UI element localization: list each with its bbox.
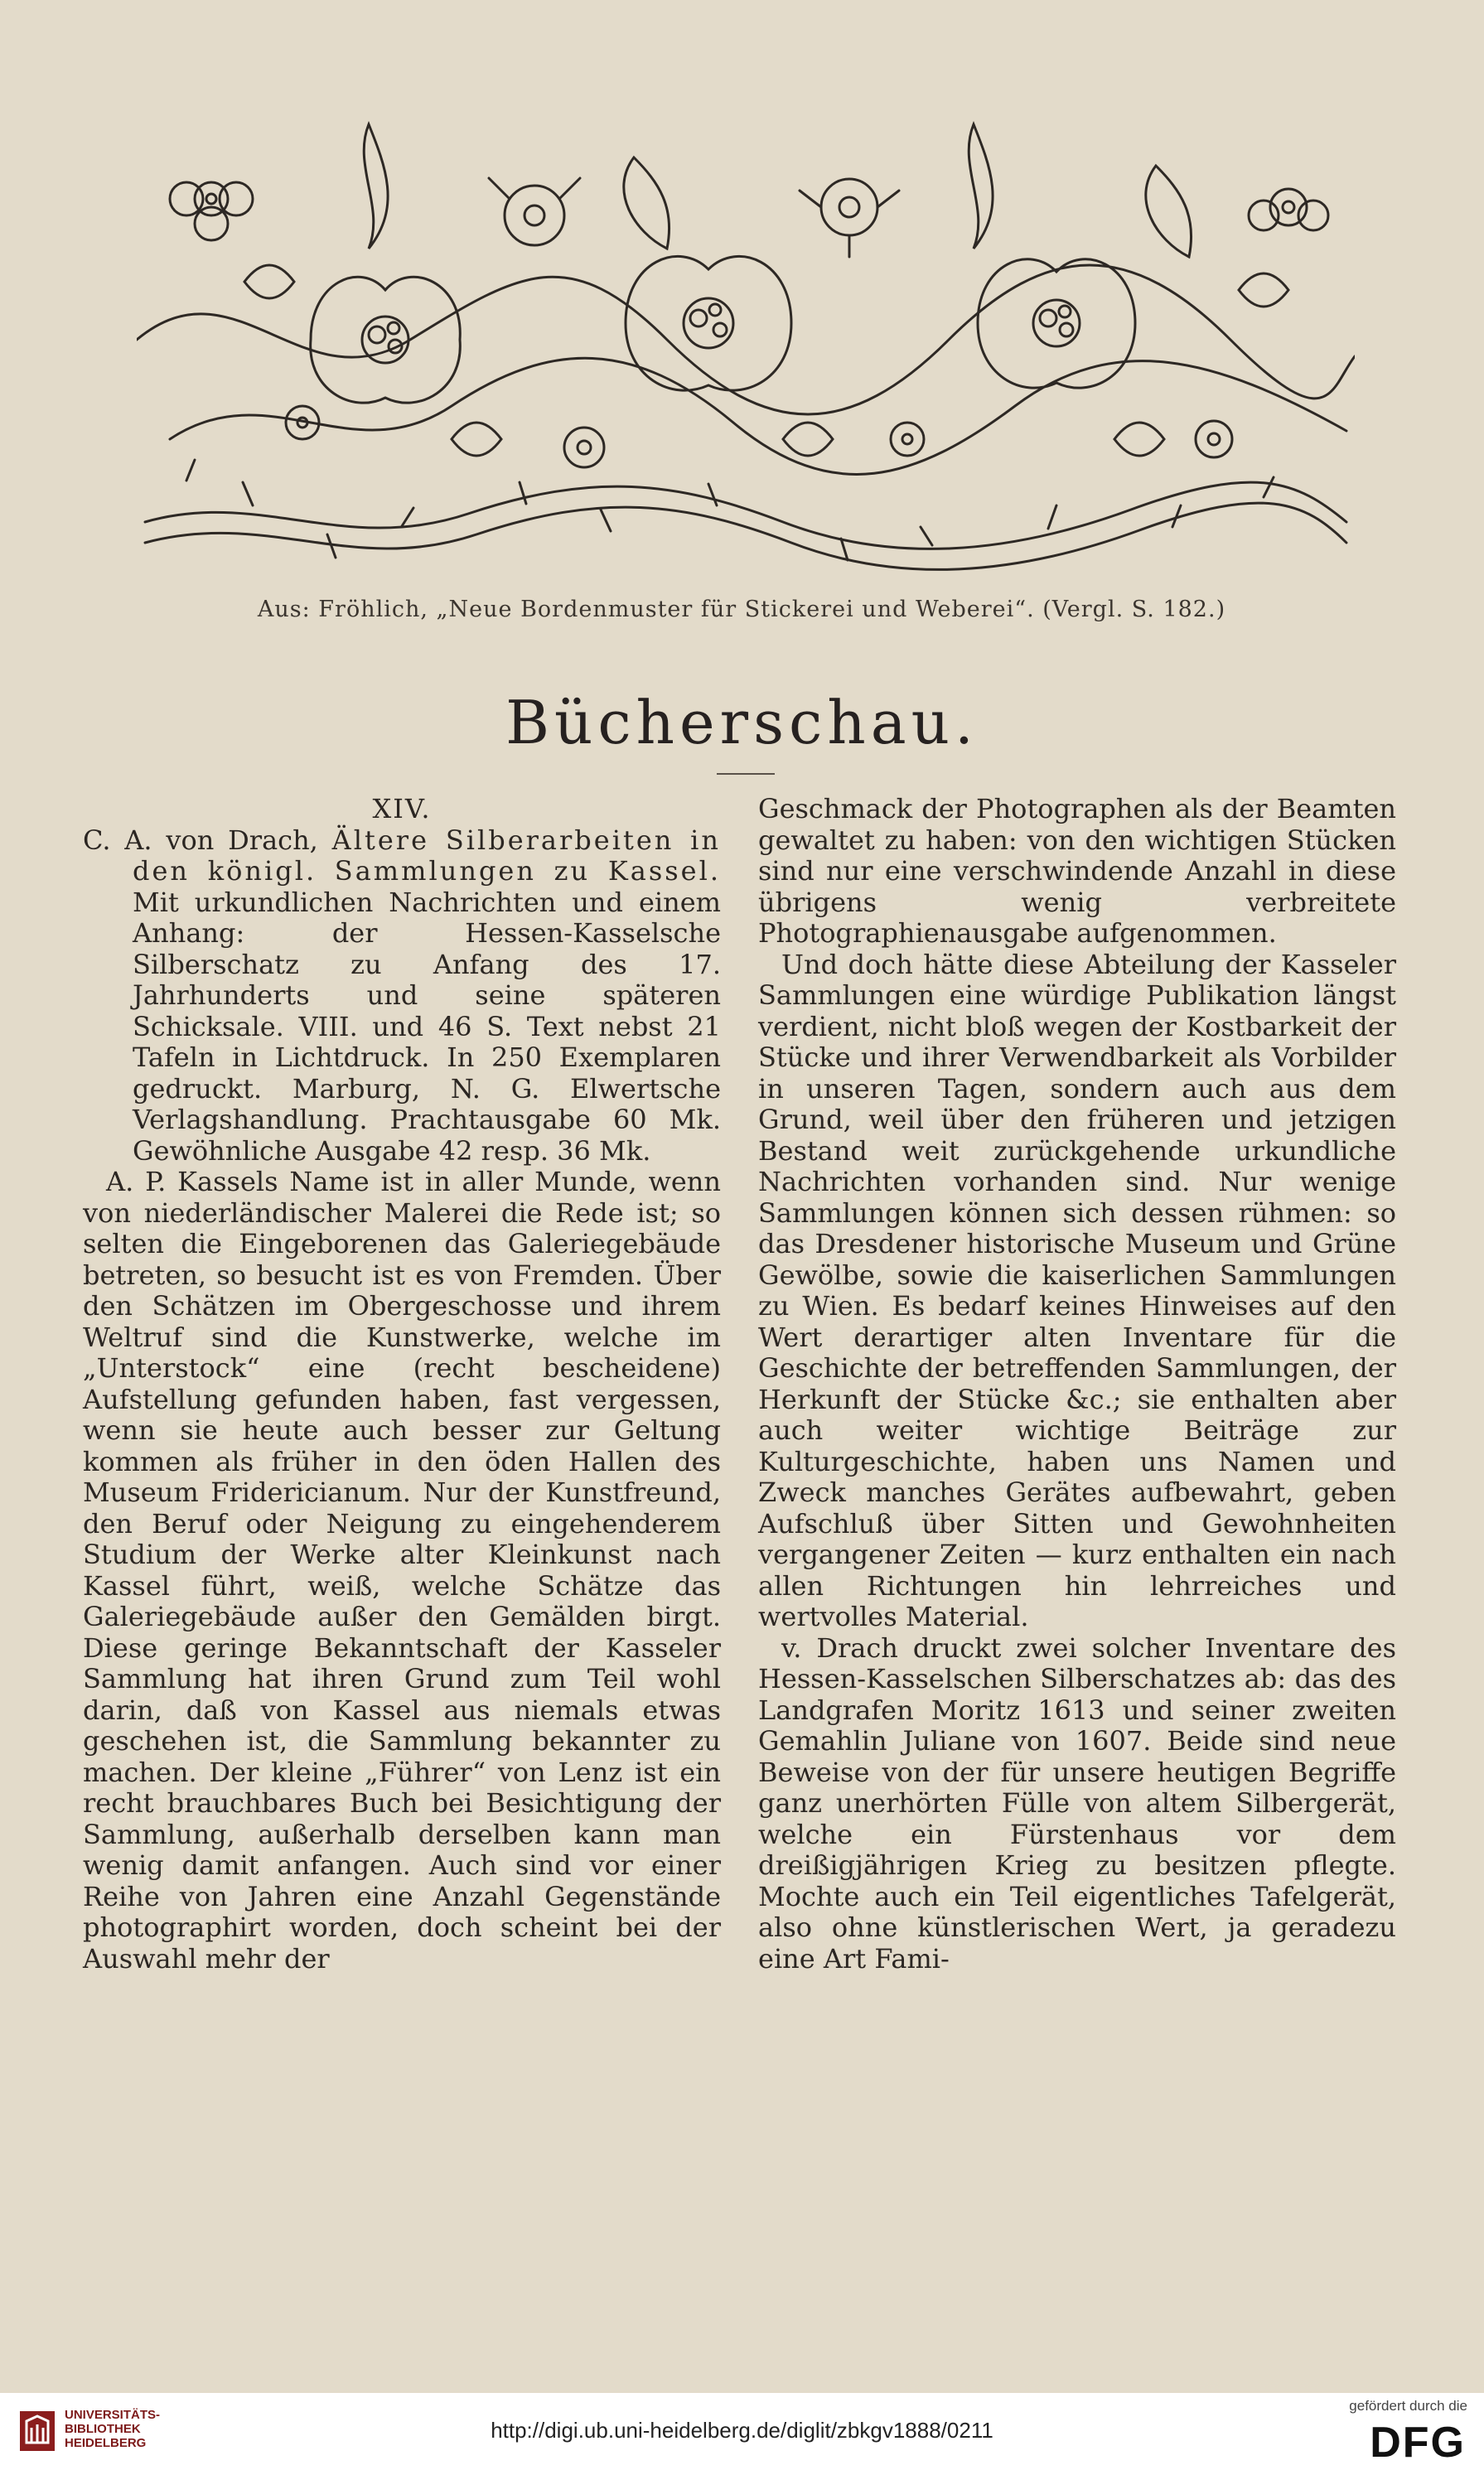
bibliographic-entry (83, 825, 721, 1167)
right-column (758, 794, 1396, 1975)
footer-bar (0, 2393, 1484, 2470)
library-name: UNIVERSITÄTS- BIBLIOTHEK HEIDELBERG (65, 2408, 161, 2450)
section-title: Bücherschau. (505, 688, 979, 757)
entry-author: C. A. von Drach, (83, 824, 318, 856)
review-paragraph: v. Drach druckt zwei solcher Inventare des Hessen-Kasselschen Silberschatzes ab: das des Landgrafen Moritz 1613 und seiner zweiten Gemahlin Juliane von 1607. Beide sind neue Beweise von der für unsere heutigen Begriffe ganz unerhörten Fülle von altem Silbergerät, welche ein Fürstenhaus vor dem dreißigjährigen Krieg zu besitzen pflegte. Mochte auch ein Teil eigentliches Tafelgerät, also ohne künstlerischen Wert, ja geradezu eine Art Fami- (758, 1631, 1396, 1975)
review-paragraph: Und doch hätte diese Abteilung der Kasseler Sammlungen eine würdige Publikation längst verdient, nicht bloß wegen der Kostbarkeit der Stücke und ihrer Verwendbarkeit als Vorbilder in unseren Tagen, sondern auch aus dem Grund, weil über den früheren und jetzigen Bestand weit zurückgehende urkundliche Nachrichten vorhanden sind. Nur wenige Sammlungen können sich dessen rühmen: so das Dresdener historische Museum und Grüne Gewölbe, sowie die kaiserlichen Sammlungen zu Wien. Es bedarf keines Hinweises auf den Wert derartiger alten Inventare für die Geschichte der betreffenden Sammlungen, der Herkunft der Stücke &c.; sie enthalten aber auch weiter wichtige Beiträge zur Kulturgeschichte, haben uns Namen und Zweck manches Gerätes aufbewahrt, geben Aufschluß über Sitten und Gewohnheiten vergangener Zeiten — kurz enthalten ein nach allen Richtungen hin lehrreiches und wertvolles Material. (758, 948, 1396, 1632)
section-number: XIV. (372, 793, 432, 824)
permalink-url[interactable]: http://digi.ub.uni-heidelberg.de/diglit/zbkgv1888/0211 (491, 2418, 993, 2443)
entry-title: Ältere Silberarbeiten in den königl. Sammlungen zu Kassel. (133, 824, 722, 887)
left-column (83, 794, 721, 1975)
entry-details: Mit urkundlichen Nachrichten und einem Anhang: der Hessen-Kasselsche Silberschatz zu Anfang des 17. Jahrhunderts und seine späteren Schicksale. VIII. und 46 S. Text nebst 21 Tafeln in Lichtdruck. In 250 Exemplaren gedruckt. Marburg, N. G. Elwertsche Verlagshandlung. Prachtausgabe 60 Mk. Gewöhnliche Ausgabe 42 resp. 36 Mk. (133, 886, 721, 1167)
figure-caption: Aus: Fröhlich, „Neue Bordenmuster für Stickerei und Weberei“. (Vergl. S. 182.) (257, 597, 1226, 622)
review-paragraph: A. P. Kassels Name ist in aller Munde, wenn von niederländischer Malerei die Rede ist; so selten die Eingeborenen das Galeriegebäude betreten, so besucht ist es von Fremden. Über den Schätzen im Obergeschosse und ihrem Weltruf sind die Kunstwerke, welche im „Unterstock“ eine (recht bescheidene) Aufstellung gefunden haben, fast vergessen, wenn sie heute auch besser zur Geltung kommen als früher in den öden Hallen des Museum Fridericianum. Nur der Kunstfreund, den Beruf oder Neigung zu eingehenderem Studium der Werke alter Kleinkunst nach Kassel führt, weiß, welche Schätze das Galeriegebäude außer den Gemälden birgt. Diese geringe Bekanntschaft der Kasseler Sammlung hat ihren Grund zum Teil wohl darin, daß von Kassel aus niemals etwas geschehen ist, die Sammlung bekannter zu machen. Der kleine „Führer“ von Lenz ist ein recht brauchbares Buch bei Besichtigung der Sammlung, außerhalb derselben kann man wenig damit anfangen. Auch sind vor einer Reihe von Jahren eine Anzahl Gegenstände photographirt worden, doch scheint bei der Auswahl mehr der (83, 1166, 721, 1975)
title-rule (717, 773, 775, 775)
floral-border-ornament (137, 91, 1355, 588)
funded-by-label: gefördert durch die (1349, 2398, 1467, 2414)
review-paragraph: Geschmack der Photographen als der Beamten gewaltet zu haben: von den wichtigen Stücken sind nur eine verschwindende Anzahl in diese übrigens wenig verbreitete Photographienausgabe aufgenommen. (758, 793, 1396, 949)
dfg-logo: DFG (1370, 2419, 1466, 2467)
